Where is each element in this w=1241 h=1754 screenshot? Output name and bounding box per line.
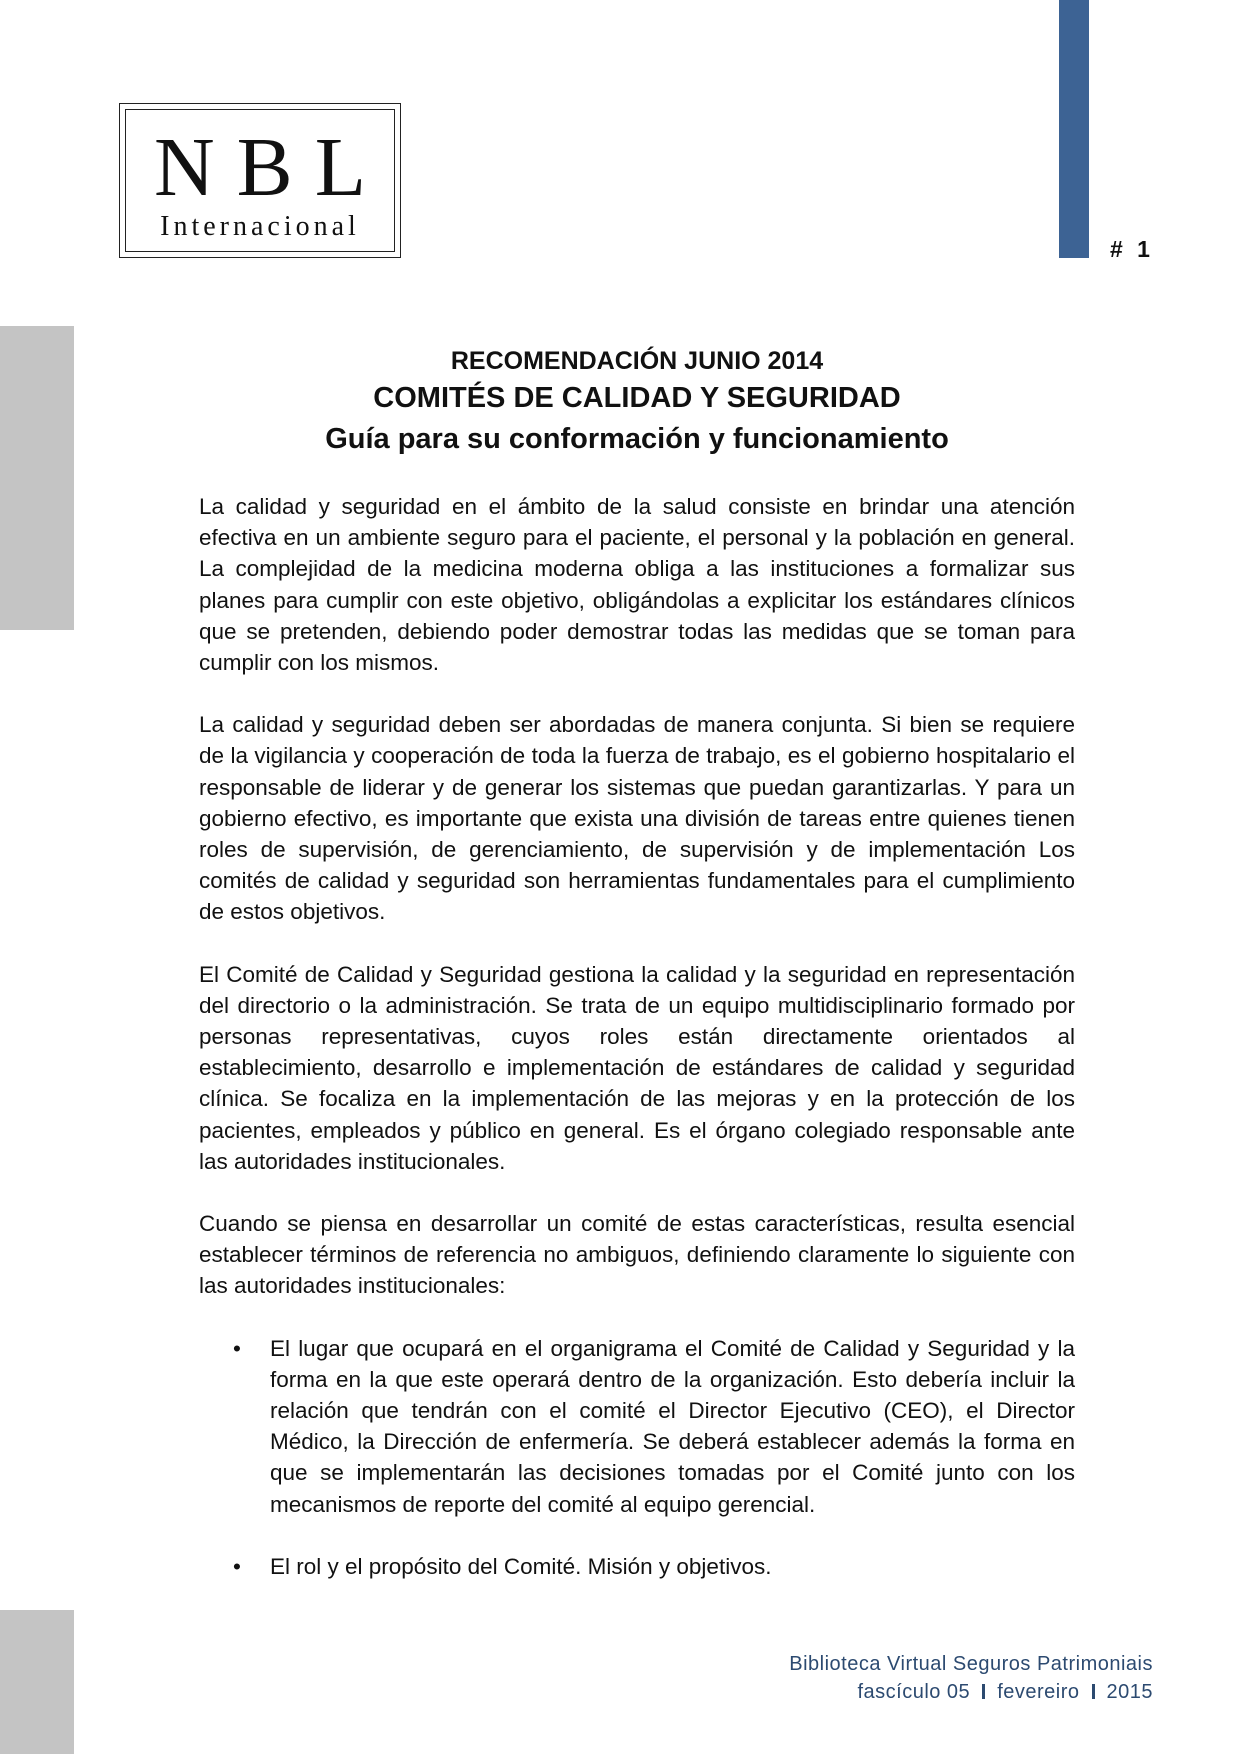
footer-issue-line	[789, 1678, 1153, 1706]
footer-month: fevereiro	[997, 1681, 1080, 1703]
footer-issue: fascículo 05	[857, 1681, 971, 1703]
bullet-item-text: El rol y el propósito del Comité. Misión y objetivos.	[270, 1553, 772, 1579]
bullet-dot-icon: •	[233, 1553, 241, 1579]
footer-separator	[982, 1684, 985, 1699]
left-gray-bar-bottom	[0, 1610, 74, 1754]
nbl-logo	[119, 103, 401, 258]
bullet-dot-icon: •	[233, 1335, 241, 1361]
logo-sub-text: Internacional	[160, 211, 360, 242]
top-accent-bar	[1059, 0, 1089, 258]
page-footer	[789, 1650, 1153, 1706]
page-number: # 1	[1110, 236, 1154, 262]
footer-publication: Biblioteca Virtual Seguros Patrimoniais	[789, 1653, 1153, 1675]
footer-year: 2015	[1106, 1681, 1153, 1703]
logo-main-text: NBL	[154, 121, 388, 214]
heading-line-3: Guía para su conformación y funcionamiento	[325, 423, 949, 455]
heading-line-2: COMITÉS DE CALIDAD Y SEGURIDAD	[373, 382, 901, 414]
paragraph-4: Cuando se piensa en desarrollar un comité de estas características, resulta esencial establecer términos de referencia no ambiguos, definiendo claramente lo siguiente con las autoridades institucionales:	[199, 1211, 1075, 1299]
bullet-list	[199, 1333, 1075, 1582]
paragraph-3: El Comité de Calidad y Seguridad gestiona la calidad y la seguridad en representación del directorio o la administración. Se trata de un equipo multidisciplinario formado por personas representativas, cuyos roles están directamente orientados al establecimiento, desarrollo e implementación de estándares de calidad y seguridad clínica. Se focaliza en la implementación de las mejoras y en la protección de los pacientes, empleados y público en general. Es el órgano colegiado responsable ante las autoridades institucionales.	[199, 961, 1075, 1174]
logo-inner-frame	[125, 109, 395, 252]
paragraph-1: La calidad y seguridad en el ámbito de la salud consiste en brindar una atención efectiva en un ambiente seguro para el paciente, el personal y la población en general. La complejidad de la medicina moderna obliga a las instituciones a formalizar sus planes para cumplir con este objetivo, obligándolas a explicitar los estándares clínicos que se pretenden, debiendo poder demostrar todas las medidas que se toman para cumplir con los mismos.	[199, 494, 1075, 676]
left-gray-bar-top	[0, 326, 74, 630]
bullet-item-1	[199, 1333, 1075, 1520]
bullet-item-2	[199, 1551, 1075, 1582]
document-heading	[199, 344, 1075, 460]
heading-line-1: RECOMENDACIÓN JUNIO 2014	[450, 347, 824, 375]
paragraph-2: La calidad y seguridad deben ser abordadas de manera conjunta. Si bien se requiere de la vigilancia y cooperación de toda la fuerza de trabajo, es el gobierno hospitalario el responsable de liderar y de generar los sistemas que puedan garantizarlas. Y para un gobierno efectivo, es importante que exista una división de tareas entre quienes tienen roles de supervisión, de gerenciamiento, de supervisión y de implementación Los comités de calidad y seguridad son herramientas fundamentales para el cumplimiento de estos objetivos.	[199, 712, 1075, 925]
bullet-item-text: El lugar que ocupará en el organigrama el Comité de Calidad y Seguridad y la forma en la que este operará dentro de la organización. Esto debería incluir la relación que tendrán con el comité el Director Ejecutivo (CEO), el Director Médico, la Dirección de enfermería. Se deberá establecer además la forma en que se implementarán las decisiones tomadas por el Comité junto con los mecanismos de reporte del comité al equipo gerencial.	[270, 1335, 1075, 1517]
footer-separator	[1092, 1684, 1095, 1699]
document-body	[199, 491, 1075, 1613]
